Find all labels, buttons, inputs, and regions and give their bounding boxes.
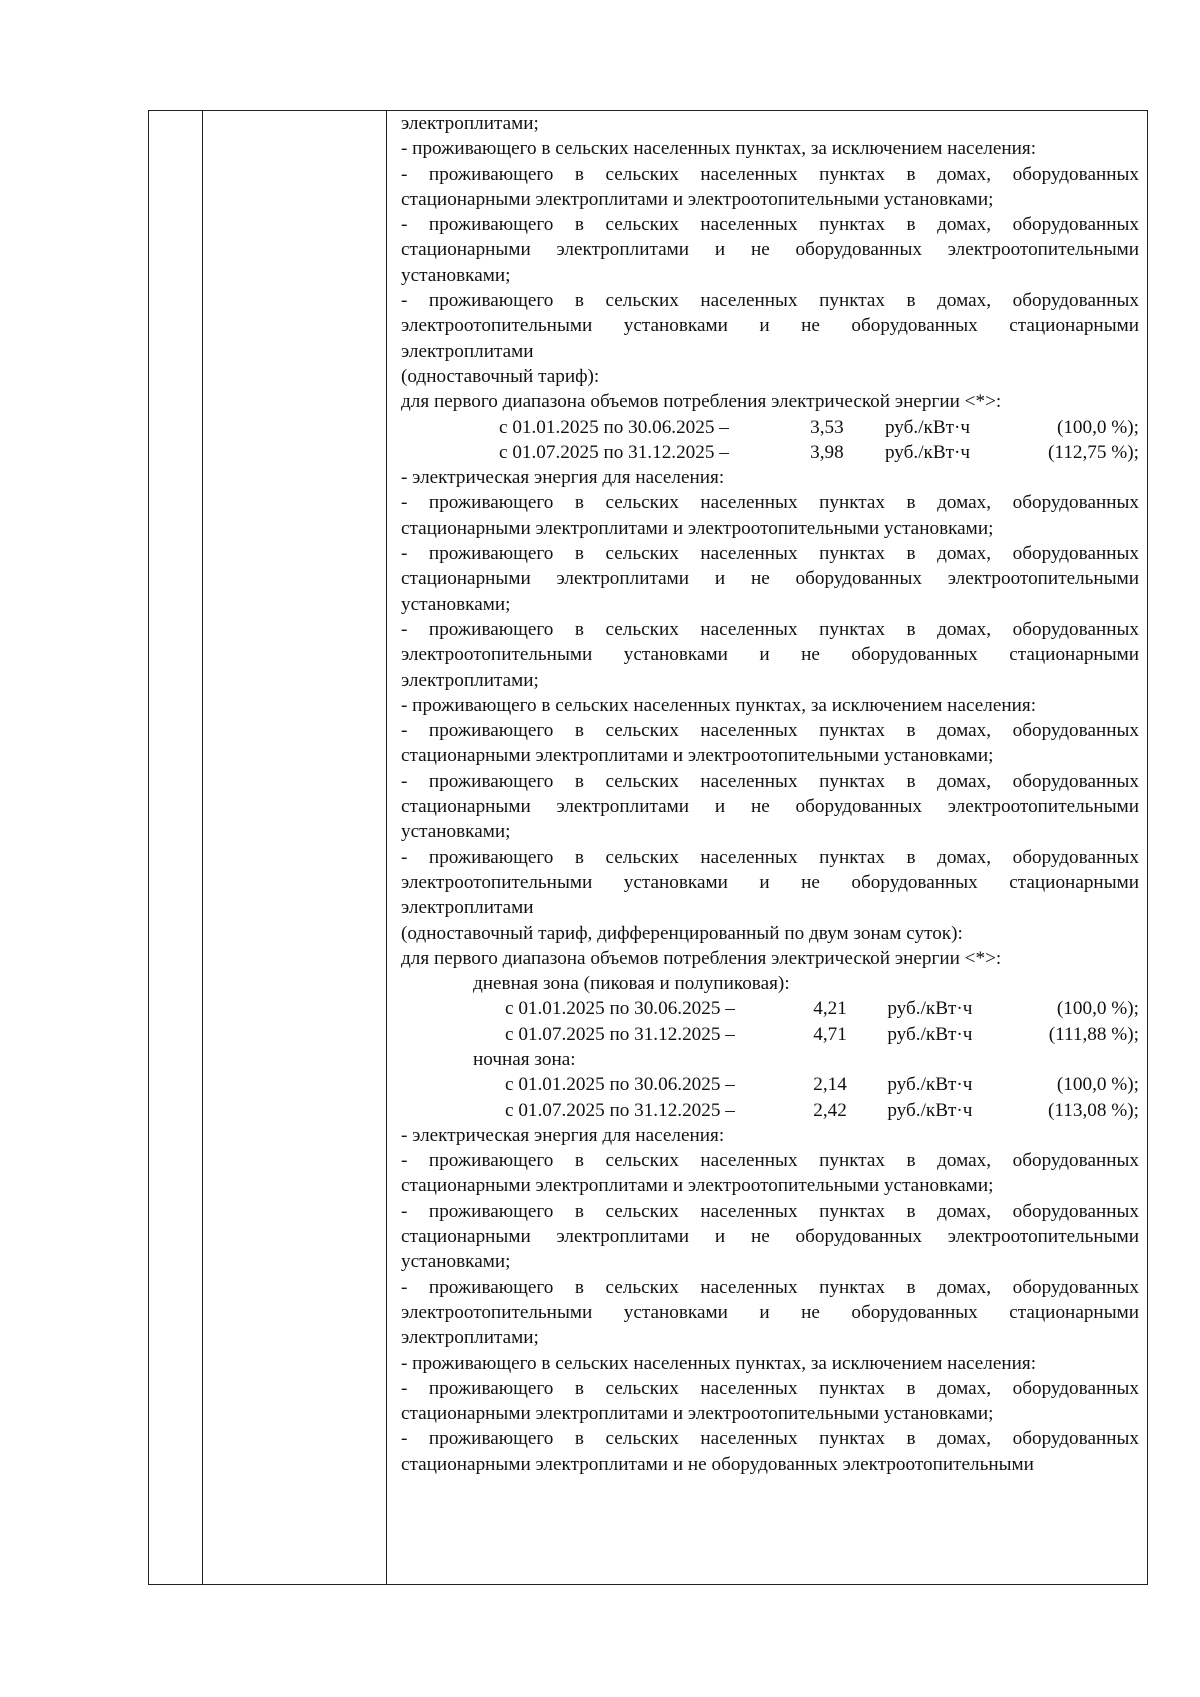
rate-row bbox=[401, 1022, 1139, 1047]
rate-unit: руб./кВт·ч bbox=[884, 416, 971, 438]
tariff-description-cell bbox=[401, 111, 1139, 1477]
text-line: - электрическая энергия для населения: bbox=[401, 1124, 725, 1146]
tariff-table bbox=[148, 110, 1148, 1585]
text-line: - проживающего в сельских населенных пунктах в домах, оборудованных стационарными электроплитами и электроотопительными установками; bbox=[401, 720, 1139, 767]
night-zone-prices bbox=[401, 1072, 1139, 1123]
text-line: - проживающего в сельских населенных пунктах, за исключением населения: bbox=[401, 138, 1037, 160]
rate-row bbox=[401, 415, 1139, 440]
text-line: - проживающего в сельских населенных пунктах в домах, оборудованных стационарными электроплитами и электроотопительными установками; bbox=[401, 1150, 1139, 1197]
rate-percent: (111,88 %); bbox=[1048, 1023, 1139, 1045]
rate-period: с 01.01.2025 по 30.06.2025 – bbox=[505, 1074, 735, 1096]
text-line: - проживающего в сельских населенных пунктах в домах, оборудованных стационарными электроплитами и не оборудованных электроотопительными установками; bbox=[401, 770, 1139, 843]
text-line: - проживающего в сельских населенных пунктах в домах, оборудованных стационарными электроплитами и электроотопительными установками; bbox=[401, 1377, 1139, 1425]
rate-percent: (100,0 %); bbox=[1056, 416, 1139, 438]
rate-value: 3,53 bbox=[810, 416, 844, 438]
text-line: - проживающего в сельских населенных пунктах в домах, оборудованных стационарными электроплитами и электроотопительными установками; bbox=[401, 163, 1139, 210]
rate-unit: руб./кВт·ч bbox=[887, 1099, 973, 1121]
consumer-categories-continued bbox=[401, 1123, 1139, 1477]
rate-row bbox=[401, 440, 1139, 465]
text-line: - проживающего в сельских населенных пунктах, за исключением населения: bbox=[401, 694, 1037, 716]
text-line: - проживающего в сельских населенных пунктах в домах, оборудованных стационарными электроплитами и не оборудованных электроотопительными установками; bbox=[401, 214, 1139, 286]
rate-period: с 01.07.2025 по 31.12.2025 – bbox=[499, 441, 729, 463]
text-line: - электрическая энергия для населения: bbox=[401, 467, 725, 489]
consumer-categories-single-rate bbox=[401, 111, 1139, 415]
text-line: - проживающего в сельских населенных пунктах в домах, оборудованных стационарными электроплитами и не оборудованных электроотопительными установками; bbox=[401, 543, 1139, 615]
column-divider-2 bbox=[386, 111, 387, 1584]
text-line: электроплитами; bbox=[401, 113, 539, 134]
day-zone-label: дневная зона (пиковая и полупиковая): bbox=[473, 973, 790, 995]
rate-row bbox=[401, 1098, 1139, 1123]
rate-value: 2,14 bbox=[813, 1074, 847, 1096]
consumer-categories-two-zone bbox=[401, 465, 1139, 971]
text-line: - проживающего в сельских населенных пунктах в домах, оборудованных стационарными электроплитами и электроотопительными установками; bbox=[401, 492, 1139, 539]
text-line: - проживающего в сельских населенных пунктах в домах, оборудованных электроотопительными установками и не оборудованных стационарными электроплитами; bbox=[401, 1276, 1139, 1349]
rate-period: с 01.07.2025 по 31.12.2025 – bbox=[505, 1023, 735, 1045]
rate-period: с 01.07.2025 по 31.12.2025 – bbox=[505, 1099, 735, 1121]
text-line: - проживающего в сельских населенных пунктах в домах, оборудованных электроотопительными установками и не оборудованных стационарными электроплитами bbox=[401, 846, 1139, 919]
rate-percent: (100,0 %); bbox=[1056, 998, 1139, 1020]
single-rate-prices bbox=[401, 415, 1139, 466]
text-line: (одноставочный тариф): bbox=[401, 365, 600, 387]
text-line: - проживающего в сельских населенных пунктах в домах, оборудованных электроотопительными установками и не оборудованных стационарными электроплитами; bbox=[401, 618, 1139, 691]
rate-percent: (113,08 %); bbox=[1048, 1099, 1139, 1121]
rate-value: 4,71 bbox=[813, 1023, 847, 1045]
day-zone-prices bbox=[401, 996, 1139, 1047]
text-line: для первого диапазона объемов потребления электрической энергии <*>: bbox=[401, 391, 1002, 413]
rate-row bbox=[401, 1072, 1139, 1097]
rate-unit: руб./кВт·ч bbox=[887, 1023, 973, 1045]
text-line: для первого диапазона объемов потребления электрической энергии <*>: bbox=[401, 947, 1002, 969]
rate-period: с 01.01.2025 по 30.06.2025 – bbox=[505, 998, 735, 1020]
rate-unit: руб./кВт·ч bbox=[887, 998, 973, 1020]
rate-value: 4,21 bbox=[813, 998, 847, 1020]
text-line: - проживающего в сельских населенных пунктах в домах, оборудованных электроотопительными установками и не оборудованных стационарными электроплитами bbox=[401, 290, 1139, 362]
text-line: - проживающего в сельских населенных пунктах в домах, оборудованных стационарными электроплитами и не оборудованных электроотопительными установками; bbox=[401, 1200, 1139, 1273]
rate-unit: руб./кВт·ч bbox=[884, 441, 971, 463]
rate-unit: руб./кВт·ч bbox=[887, 1074, 973, 1096]
text-line: - проживающего в сельских населенных пунктах, за исключением населения: bbox=[401, 1352, 1037, 1374]
text-line: (одноставочный тариф, дифференцированный по двум зонам суток): bbox=[401, 922, 963, 944]
rate-value: 3,98 bbox=[810, 441, 844, 463]
rate-row bbox=[401, 996, 1139, 1021]
text-line: - проживающего в сельских населенных пунктах в домах, оборудованных стационарными электроплитами и не оборудованных электроотопительными bbox=[401, 1428, 1139, 1475]
column-divider-1 bbox=[202, 111, 203, 1584]
rate-percent: (100,0 %); bbox=[1056, 1074, 1139, 1096]
rate-period: с 01.01.2025 по 30.06.2025 – bbox=[499, 416, 729, 438]
rate-value: 2,42 bbox=[813, 1099, 847, 1121]
night-zone-label: ночная зона: bbox=[473, 1048, 576, 1070]
rate-percent: (112,75 %); bbox=[1048, 441, 1139, 463]
